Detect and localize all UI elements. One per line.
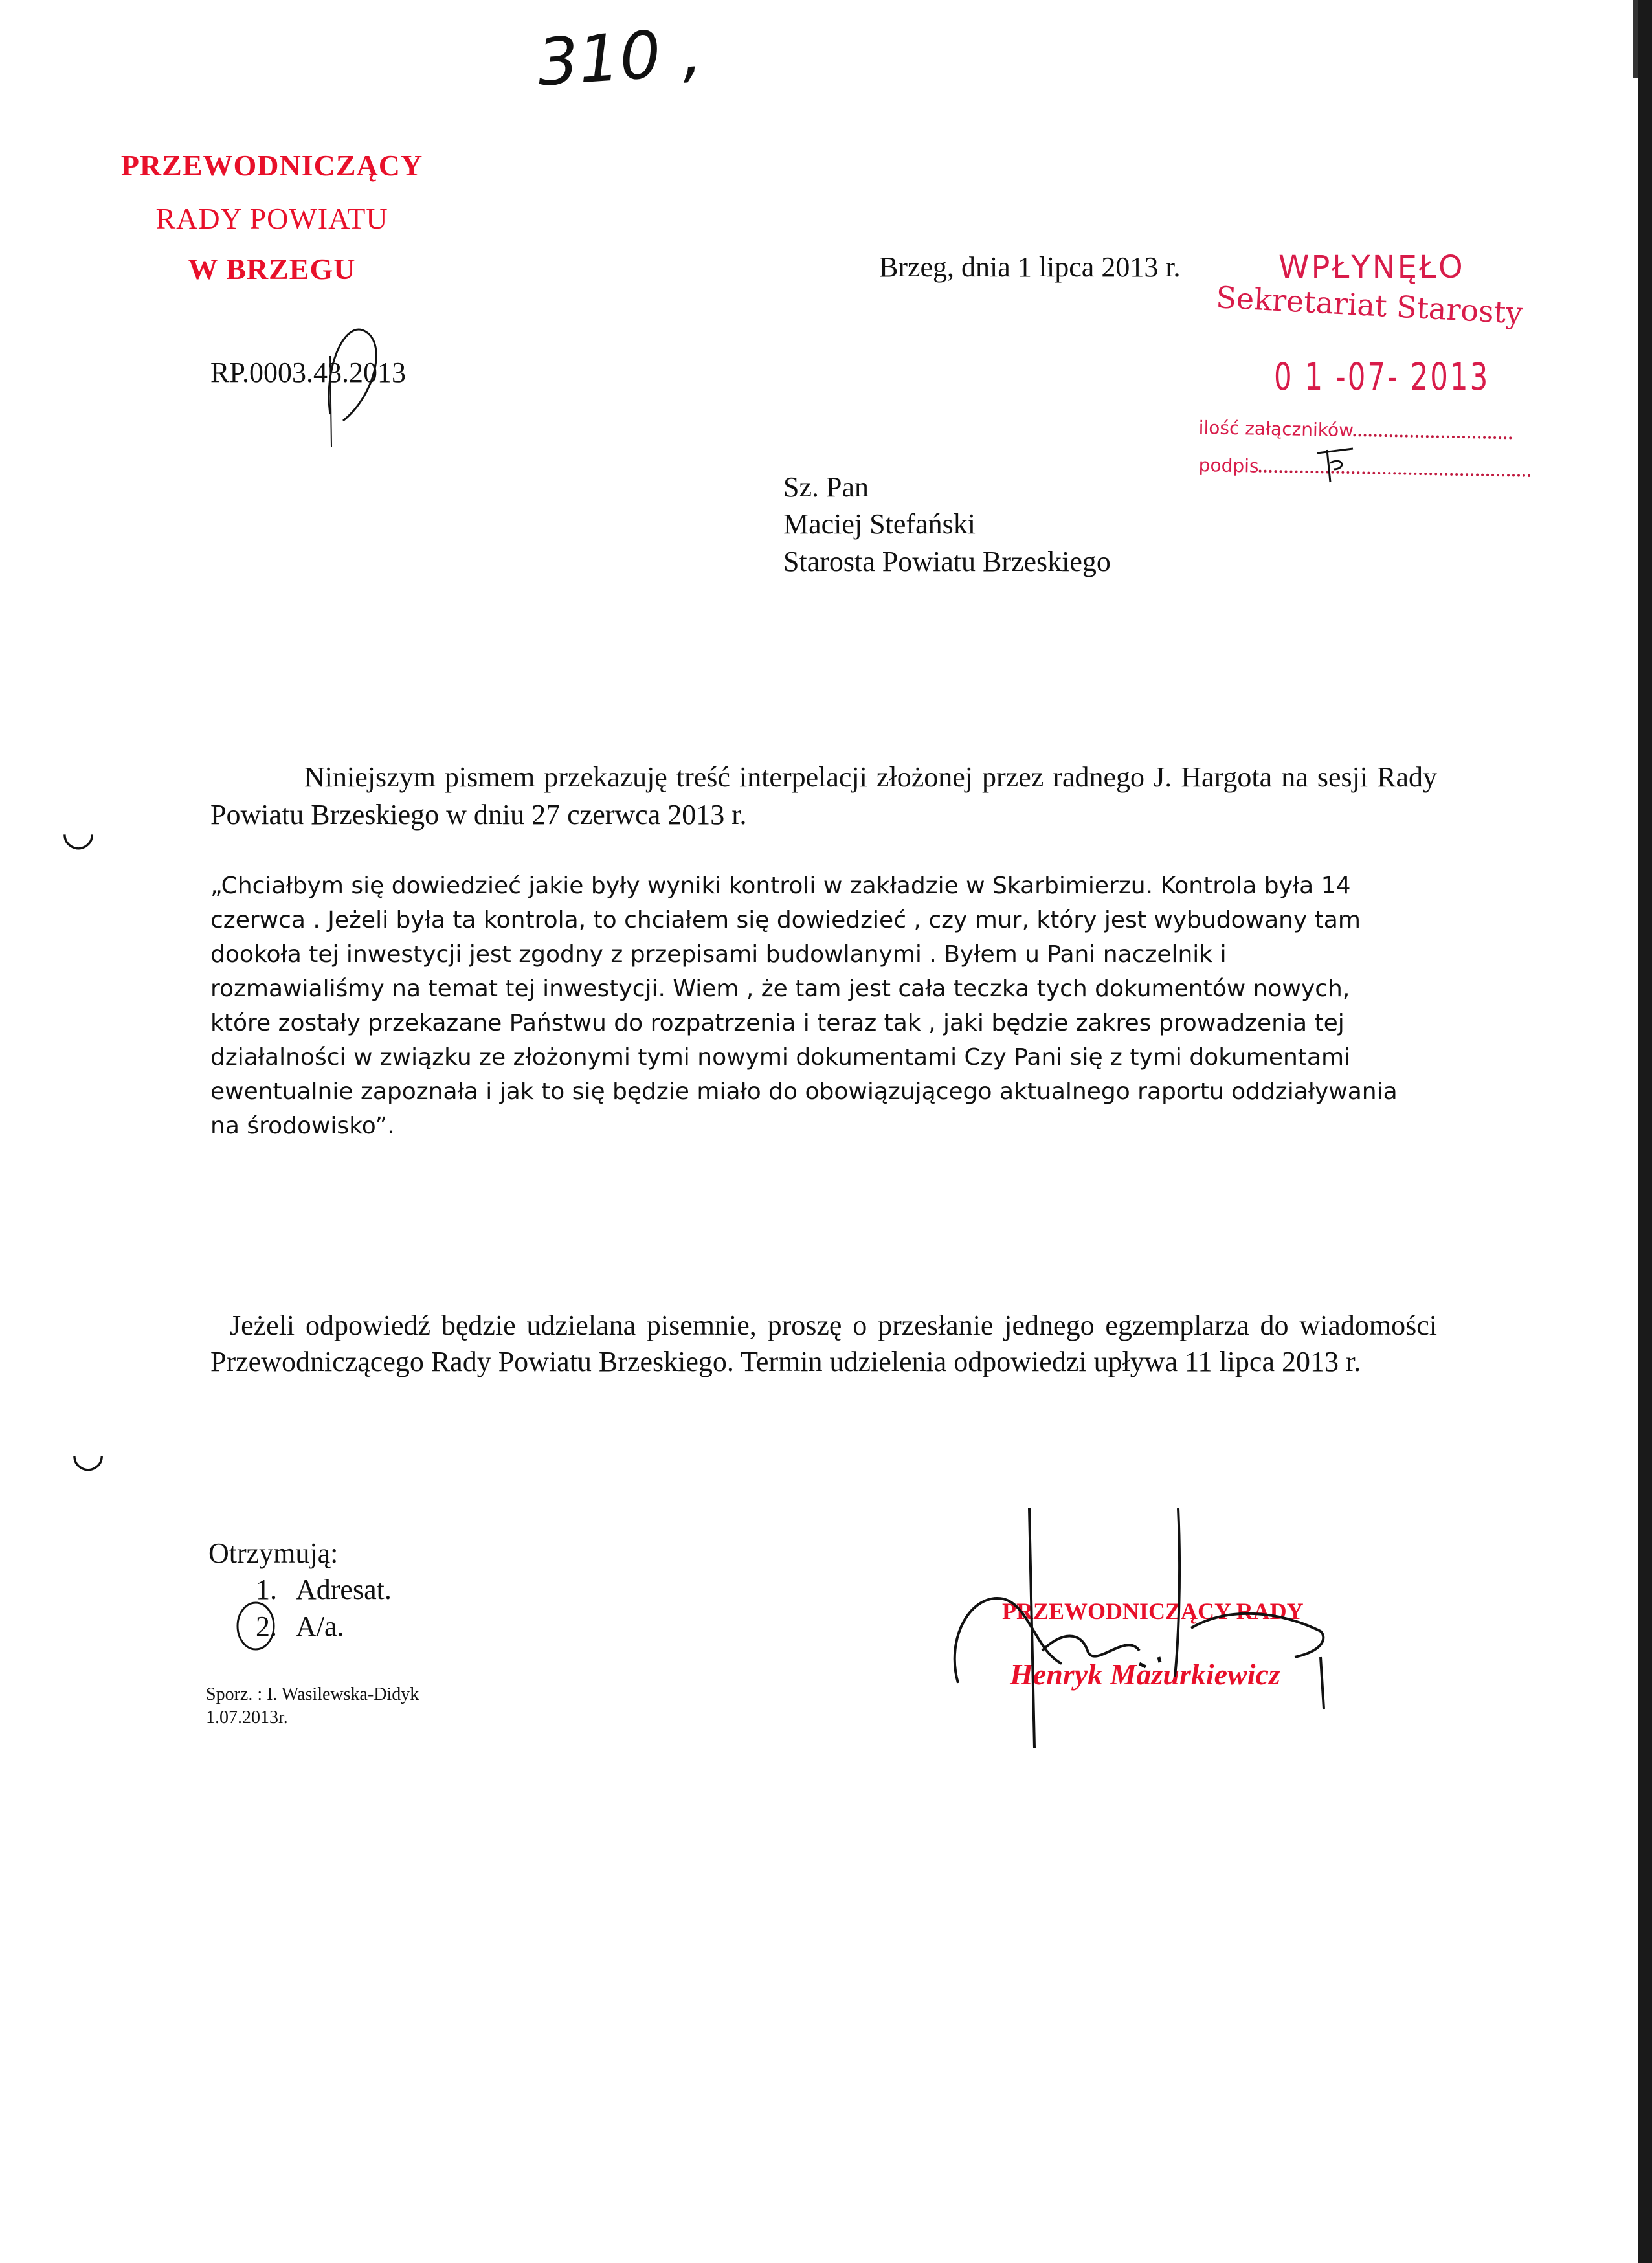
signature-label: podpis	[1198, 454, 1259, 477]
quote-line: ewentualnie zapoznała i jak to się będzie miało do obowiązującego aktualnego raportu oddziaływania	[210, 1078, 1398, 1105]
prepared-by-line-1: Sporz. : I. Wasilewska-Didyk	[206, 1684, 419, 1704]
recipients-item-text: A/a.	[296, 1611, 344, 1642]
handwritten-signature	[932, 1502, 1334, 1774]
quote-line: które zostały przekazane Państwu do rozpatrzenia i teraz tak , jaki będzie zakres prowadzenia tej	[210, 1010, 1345, 1036]
received-stamp-signature	[1198, 454, 1530, 482]
recipient-title: Starosta Powiatu Brzeskiego	[783, 546, 1111, 577]
margin-mark: ◡	[61, 809, 96, 854]
quote-line: dookoła tej inwestycji jest zgodny z przepisami budowlanymi . Byłem u Pani naczelnik i	[210, 941, 1227, 968]
recipients-item-num: 1.	[256, 1574, 277, 1605]
sender-line-2: RADY POWIATU	[155, 202, 388, 235]
recipient-name: Maciej Stefański	[783, 508, 976, 540]
stamp-initials-mark	[1314, 443, 1359, 489]
scan-edge	[1638, 0, 1652, 2263]
quote-line: na środowisko”.	[210, 1113, 395, 1139]
attachments-dotline	[1354, 434, 1512, 439]
recipients-label: Otrzymują:	[208, 1537, 339, 1569]
quote-line: czerwca . Jeżeli była ta kontrola, to chciałem się dowiedzieć , czy mur, który jest wybudowany tam	[210, 907, 1361, 933]
closing-paragraph: Jeżeli odpowiedź będzie udzielana pisemnie, proszę o przesłanie jednego egzemplarza do wiadomości Przewodniczącego Rady Powiatu Brzeskiego. Termin udzielenia odpowiedzi upływa 11 lipca 2013 r.	[210, 1310, 1437, 1377]
place-date: Brzeg, dnia 1 lipca 2013 r.	[879, 251, 1181, 283]
quote-line: „Chciałbym się dowiedzieć jakie były wyniki kontroli w zakładzie w Skarbimierzu. Kontrola była 14	[210, 873, 1351, 899]
margin-mark: ◡	[71, 1431, 106, 1476]
signature-stamp-name: Henryk Mazurkiewicz	[1010, 1658, 1280, 1691]
recipients-item-num: 2.	[256, 1611, 277, 1642]
received-stamp-office: Sekretariat Starosty	[1215, 280, 1524, 331]
recipients-item-text: Adresat.	[296, 1574, 392, 1605]
received-stamp-date: 0 1 -07- 2013	[1274, 355, 1490, 399]
received-stamp-attachments	[1198, 417, 1512, 443]
quote-line: rozmawialiśmy na temat tej inwestycji. Wiem , że tam jest cała teczka tych dokumentów nowych,	[210, 975, 1350, 1002]
scan-edge-top	[1633, 0, 1638, 78]
sender-line-1: PRZEWODNICZĄCY	[120, 149, 423, 182]
attachments-label: ilość załączników	[1198, 417, 1354, 441]
sender-line-3: W BRZEGU	[188, 252, 356, 285]
quote-block	[210, 869, 1440, 1143]
signature-stamp-title: PRZEWODNICZĄCY RADY	[1002, 1598, 1304, 1624]
prepared-by-line-2: 1.07.2013r.	[206, 1708, 288, 1728]
reference-handwritten-mark	[304, 317, 421, 447]
received-stamp-title: WPŁYNĘŁO	[1278, 249, 1465, 285]
recipient-circle-mark	[233, 1599, 278, 1657]
quote-line: działalności w związku ze złożonymi tymi nowymi dokumentami Czy Pani się z tymi dokumentami	[210, 1044, 1351, 1071]
recipient-salutation: Sz. Pan	[783, 471, 869, 503]
signature-dotline	[1258, 470, 1530, 477]
handwritten-number: 310 ,	[535, 14, 705, 101]
intro-paragraph: Niniejszym pismem przekazuję treść interpelacji złożonej przez radnego J. Hargota na sesji Rady Powiatu Brzeskiego w dniu 27 czerwca 2013 r.	[210, 761, 1437, 831]
reference-number: RP.0003.43.2013	[210, 357, 406, 388]
